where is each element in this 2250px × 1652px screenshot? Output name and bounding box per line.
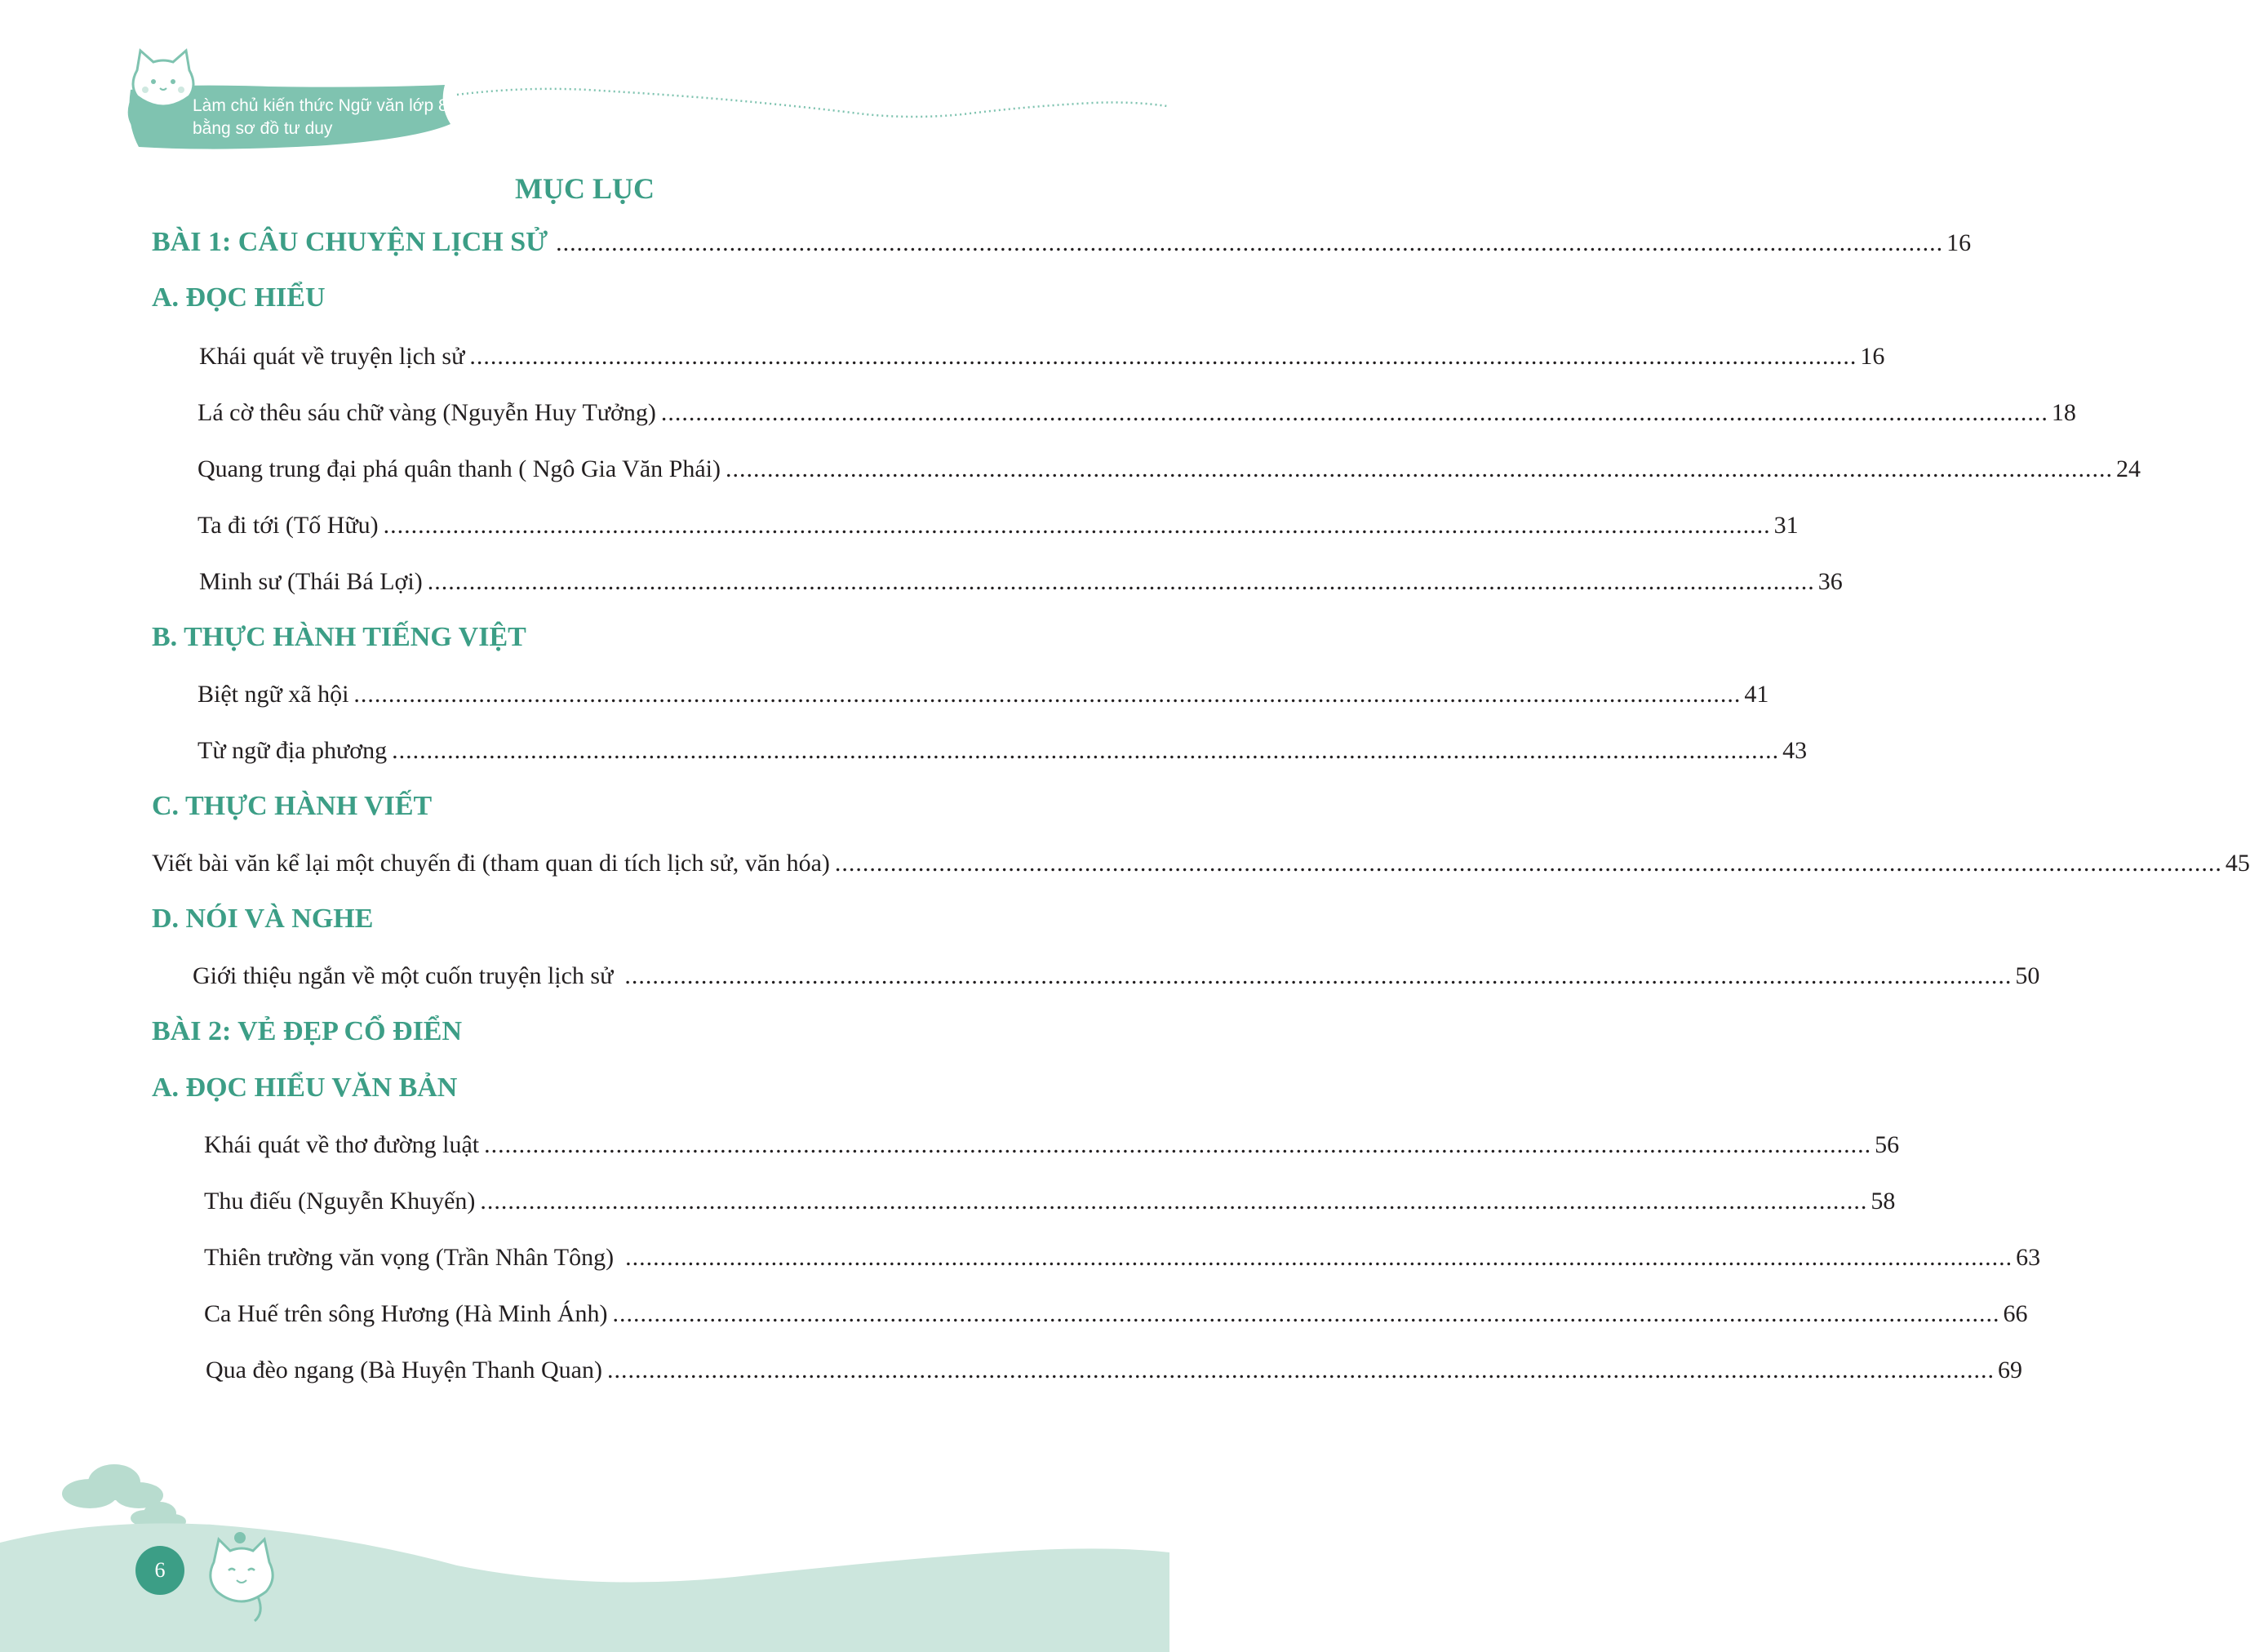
toc-entry[interactable] — [197, 455, 2141, 483]
page-title: MỤC LỤC — [515, 172, 655, 205]
section-heading: A. ĐỌC HIỂU — [152, 282, 326, 313]
leader-dots: ........................................................................................................................................................................................................ — [469, 343, 1857, 370]
toc-entry-bai-1[interactable] — [152, 227, 1972, 258]
toc-entry[interactable] — [152, 850, 2250, 877]
entry-label: Lá cờ thêu sáu chữ vàng (Nguyễn Huy Tưởng) — [197, 399, 656, 426]
entry-label: Khái quát về truyện lịch sử — [199, 343, 465, 370]
page-ref: 43 — [1782, 737, 1808, 764]
page-ref: 41 — [1744, 681, 1769, 708]
series-title-line-2: bằng sơ đồ tư duy — [193, 119, 333, 138]
section-heading: B. THỰC HÀNH TIẾNG VIỆT — [152, 622, 526, 652]
leader-dots: ........................................................................................................................................................................................................ — [612, 1300, 2000, 1327]
leader-dots: ........................................................................................................................................................................................................ — [624, 962, 2013, 989]
toc-entry[interactable] — [204, 1188, 1896, 1215]
entry-label: Thiên trường văn vọng (Trần Nhân Tông) — [204, 1244, 615, 1271]
lesson-heading: BÀI 2: VẺ ĐẸP CỔ ĐIỂN — [152, 1016, 463, 1046]
page-ref: 18 — [2051, 399, 2076, 426]
toc-entry[interactable] — [204, 1300, 2028, 1328]
leader-dots: ........................................................................................................................................................................................................ — [606, 1357, 1995, 1383]
leader-dots: ........................................................................................................................................................................................................ — [383, 512, 1771, 539]
entry-label: Giới thiệu ngắn về một cuốn truyện lịch sử — [193, 962, 614, 989]
header-dotted-wave — [457, 82, 1167, 131]
entry-label: Biệt ngữ xã hội — [197, 681, 349, 708]
toc-entry[interactable] — [193, 962, 2040, 990]
toc-entry[interactable] — [197, 737, 1808, 765]
entry-label: Viết bài văn kể lại một chuyến đi (tham quan di tích lịch sử, văn hóa) — [152, 850, 830, 877]
entry-label: Từ ngữ địa phương — [197, 737, 388, 764]
page-ref: 36 — [1817, 568, 1843, 595]
leader-dots: ........................................................................................................................................................................................................ — [353, 681, 1742, 708]
page-ref: 50 — [2015, 962, 2040, 989]
page-ref: 69 — [1997, 1357, 2022, 1383]
toc-entry[interactable] — [197, 399, 2076, 427]
page-ref: 58 — [1871, 1188, 1896, 1215]
page-ref: 16 — [1946, 229, 1972, 256]
page-ref: 16 — [1860, 343, 1885, 370]
section-heading: A. ĐỌC HIỂU VĂN BẢN — [152, 1072, 458, 1103]
section-heading: C. THỰC HÀNH VIẾT — [152, 791, 433, 821]
leader-dots: ........................................................................................................................................................................................................ — [660, 399, 2048, 426]
page-ref: 24 — [2115, 455, 2141, 482]
toc-entry[interactable] — [199, 568, 1843, 596]
book-series-title — [193, 95, 448, 140]
leader-dots: ........................................................................................................................................................................................................ — [834, 850, 2222, 877]
cloud-icon — [62, 1464, 186, 1529]
entry-label: Ta đi tới (Tố Hữu) — [197, 512, 379, 539]
leader-dots: ........................................................................................................................................................................................................ — [625, 1244, 2013, 1271]
page-ref: 56 — [1875, 1131, 1900, 1158]
leader-dots: ........................................................................................................................................................................................................ — [725, 455, 2113, 482]
entry-label: Qua đèo ngang (Bà Huyện Thanh Quan) — [206, 1357, 602, 1383]
cat-icon — [122, 46, 204, 135]
toc-entry[interactable] — [197, 681, 1769, 708]
entry-label: Ca Huế trên sông Hương (Hà Minh Ánh) — [204, 1300, 608, 1327]
leader-dots: ........................................................................................................................................................................................................ — [484, 1131, 1872, 1158]
lesson-heading: BÀI 1: CÂU CHUYỆN LỊCH SỬ — [152, 227, 548, 257]
section-heading: D. NÓI VÀ NGHE — [152, 904, 374, 934]
leader-dots: ........................................................................................................................................................................................................ — [480, 1188, 1868, 1215]
leader-dots: ........................................................................................................................................................................................................ — [427, 568, 1815, 595]
page-ref: 45 — [2225, 850, 2250, 877]
leader-dots: ........................................................................................................................................................................................................ — [392, 737, 1780, 764]
toc-entry[interactable] — [199, 343, 1885, 371]
toc-entry[interactable] — [204, 1131, 1900, 1159]
entry-label: Thu điếu (Nguyễn Khuyến) — [204, 1188, 476, 1215]
toc-entry[interactable] — [204, 1244, 2041, 1272]
entry-label: Quang trung đại phá quân thanh ( Ngô Gia Văn Phái) — [197, 455, 721, 482]
page-ref: 63 — [2016, 1244, 2041, 1271]
page-number: 6 — [135, 1546, 184, 1595]
page-ref: 31 — [1773, 512, 1799, 539]
leader-dots: ........................................................................................................................................................................................................ — [556, 229, 1944, 256]
entry-label: Minh sư (Thái Bá Lợi) — [199, 568, 423, 595]
toc-entry[interactable] — [206, 1357, 2022, 1384]
toc-entry[interactable] — [197, 512, 1799, 540]
series-title-line-1: Làm chủ kiến thức Ngữ văn lớp 8 — [193, 96, 448, 115]
page-ref: 66 — [2003, 1300, 2028, 1327]
entry-label: Khái quát về thơ đường luật — [204, 1131, 480, 1158]
